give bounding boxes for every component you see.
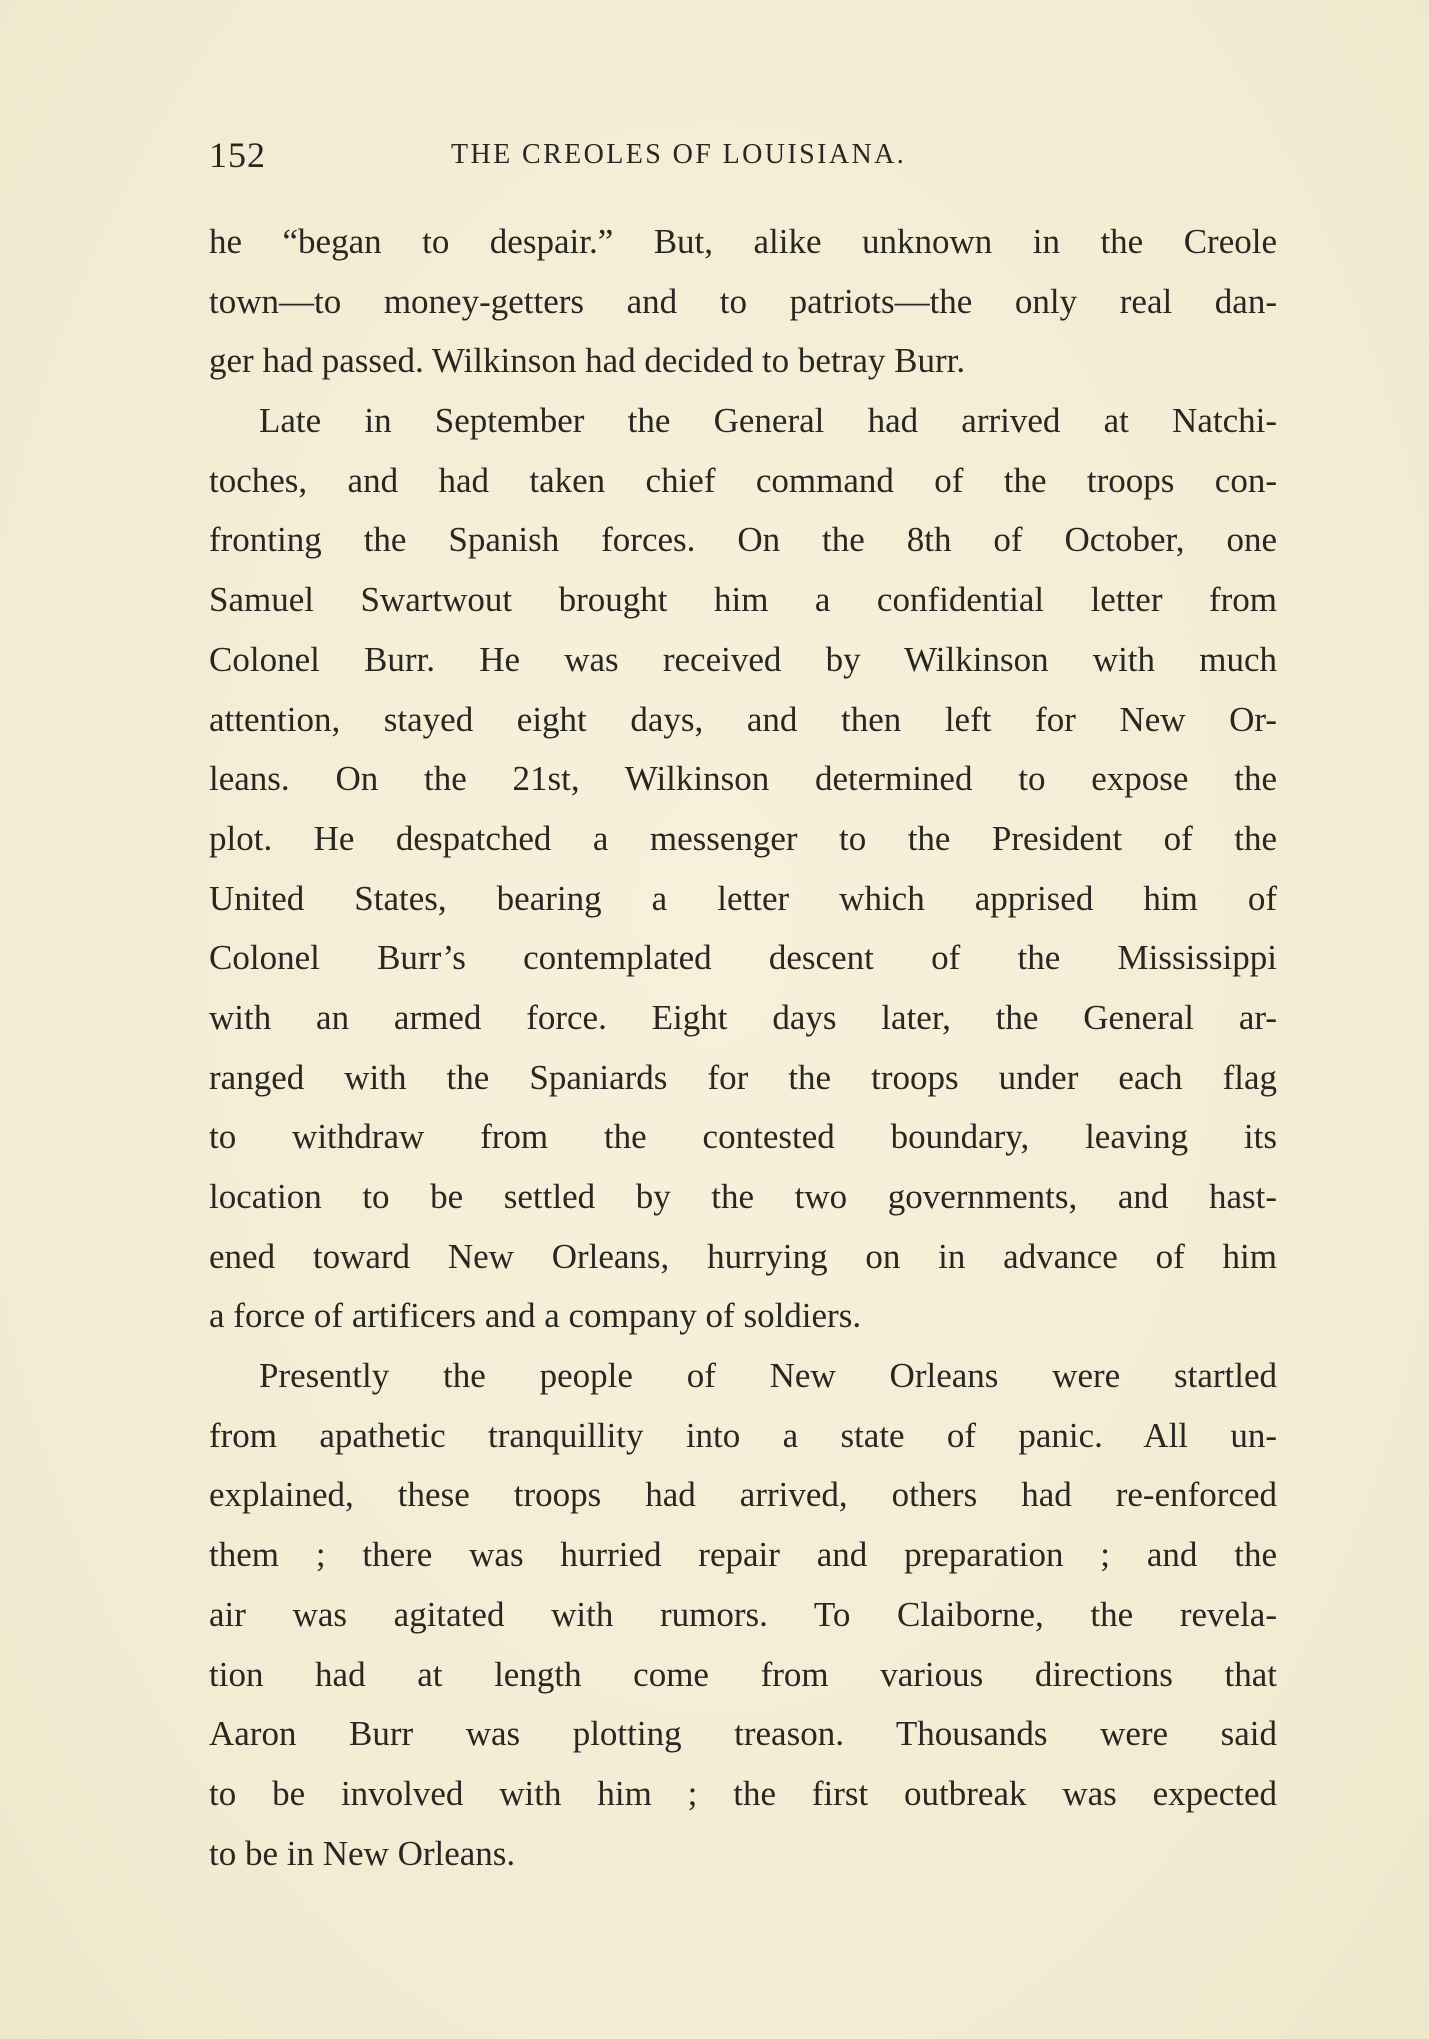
text-line: location to be settled by the two governments, and hast- — [209, 1177, 1277, 1216]
text-line: explained, these troops had arrived, others had re-enforced — [209, 1475, 1277, 1515]
text-line: leans. On the 21st, Wilkinson determined to expose the — [209, 759, 1277, 799]
text-line: tion had at length come from various directions that — [209, 1654, 1277, 1694]
text-line: ranged with the Spaniards for the troops under each flag — [209, 1057, 1277, 1097]
text-line: fronting the Spanish forces. On the 8th of October, one — [209, 520, 1277, 560]
text-line: to be in New Orleans. — [209, 1833, 516, 1873]
text-line: Samuel Swartwout brought him a confidential letter from — [209, 580, 1277, 620]
text-line: to be involved with him ; the first outbreak was expected — [209, 1773, 1277, 1813]
text-line: a force of artificers and a company of soldiers. — [209, 1296, 862, 1336]
text-line: attention, stayed eight days, and then left for New Or- — [209, 699, 1277, 739]
text-line: toches, and had taken chief command of the troops con- — [209, 460, 1277, 500]
text-line: Late in September the General had arrived at Natchi- — [259, 401, 1277, 441]
text-line: Presently the people of New Orleans were startled — [259, 1356, 1277, 1396]
text-line: ger had passed. Wilkinson had decided to betray Burr. — [209, 341, 966, 381]
page-number: 152 — [209, 135, 266, 175]
running-head — [209, 134, 1282, 184]
paragraph — [209, 391, 1277, 1346]
text-line: United States, bearing a letter which apprised him of — [209, 878, 1277, 918]
text-line: to withdraw from the contested boundary, leaving its — [209, 1117, 1277, 1157]
text-line: ened toward New Orleans, hurrying on in advance of him — [209, 1236, 1277, 1276]
text-line: town—to money-getters and to patriots—the only real dan- — [209, 281, 1277, 321]
text-line: he “began to despair.” But, alike unknown in the Creole — [209, 222, 1277, 261]
body-text — [209, 212, 1277, 1883]
text-line: Aaron Burr was plotting treason. Thousands were said — [209, 1714, 1277, 1754]
text-line: air was agitated with rumors. To Claiborne, the revela- — [209, 1594, 1277, 1634]
paragraph — [209, 1346, 1277, 1883]
running-title: THE CREOLES OF LOUISIANA. — [451, 139, 907, 170]
text-line: with an armed force. Eight days later, the General ar- — [209, 997, 1277, 1037]
text-line: them ; there was hurried repair and preparation ; and the — [209, 1535, 1277, 1575]
text-line: from apathetic tranquillity into a state of panic. All un- — [209, 1415, 1277, 1455]
text-line: Colonel Burr’s contemplated descent of the Mississippi — [209, 938, 1277, 978]
text-line: plot. He despatched a messenger to the President of the — [209, 818, 1277, 858]
paragraph — [209, 212, 1277, 391]
text-line: Colonel Burr. He was received by Wilkinson with much — [209, 639, 1277, 679]
